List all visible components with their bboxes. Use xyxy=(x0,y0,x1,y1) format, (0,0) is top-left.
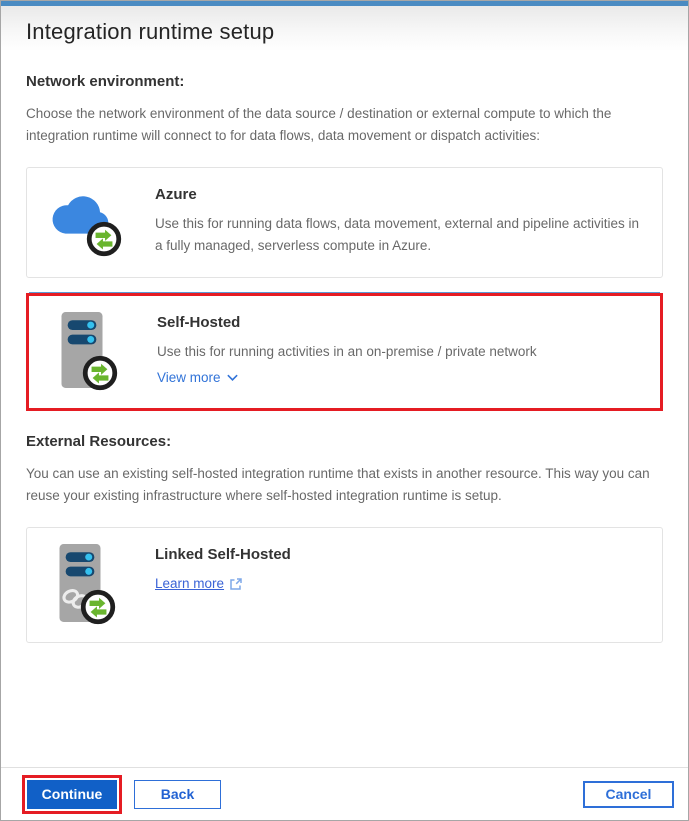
back-button[interactable]: Back xyxy=(134,780,221,809)
dialog-body xyxy=(1,51,688,767)
view-more-link[interactable]: View more xyxy=(157,369,221,385)
body-spacer xyxy=(26,643,663,767)
azure-card-description: Use this for running data flows, data movement, external and pipeline activities in a fully managed, serverless compute in Azure. xyxy=(155,216,640,253)
network-environment-heading: Network environment: xyxy=(26,73,185,90)
self-hosted-highlight-annotation xyxy=(26,293,663,411)
integration-runtime-badge-icon xyxy=(85,220,123,258)
dialog-footer xyxy=(1,767,688,820)
azure-card-title: Azure xyxy=(155,186,197,204)
learn-more-link[interactable]: Learn more xyxy=(155,576,225,592)
cancel-button[interactable]: Cancel xyxy=(583,781,674,808)
card-azure-runtime[interactable] xyxy=(26,167,663,278)
page-title: Integration runtime setup xyxy=(26,19,275,44)
self-hosted-card-title: Self-Hosted xyxy=(157,314,241,332)
external-resources-description: You can use an existing self-hosted integration runtime that exists in another resource. This way you can reuse your existing infrastructure where self-hosted integration runtime is setup. xyxy=(26,466,650,503)
external-resources-heading: External Resources: xyxy=(26,433,172,451)
linked-card-title: Linked Self-Hosted xyxy=(155,546,291,564)
self-hosted-card-description: Use this for running activities in an on-premise / private network xyxy=(157,344,537,360)
integration-runtime-badge-icon xyxy=(81,354,119,392)
card-linked-self-hosted-runtime[interactable] xyxy=(26,527,663,643)
self-hosted-card-content xyxy=(157,312,537,385)
card-self-hosted-runtime[interactable] xyxy=(29,296,660,408)
continue-button[interactable]: Continue xyxy=(27,780,117,809)
azure-card-content xyxy=(155,184,642,256)
external-link-icon[interactable] xyxy=(229,577,243,591)
network-environment-description: Choose the network environment of the data source / destination or external compute to which the integration runtime will connect to for data flows, data movement or dispatch activities: xyxy=(26,106,612,143)
chevron-down-icon[interactable] xyxy=(226,371,239,384)
integration-runtime-badge-icon xyxy=(79,588,117,626)
self-hosted-server-integration-runtime-icon xyxy=(49,312,127,392)
linked-card-content xyxy=(155,544,291,591)
dialog-header xyxy=(1,6,688,51)
continue-highlight-annotation xyxy=(22,775,122,814)
linked-self-hosted-server-integration-runtime-icon xyxy=(47,544,125,626)
azure-cloud-integration-runtime-icon xyxy=(47,184,125,258)
